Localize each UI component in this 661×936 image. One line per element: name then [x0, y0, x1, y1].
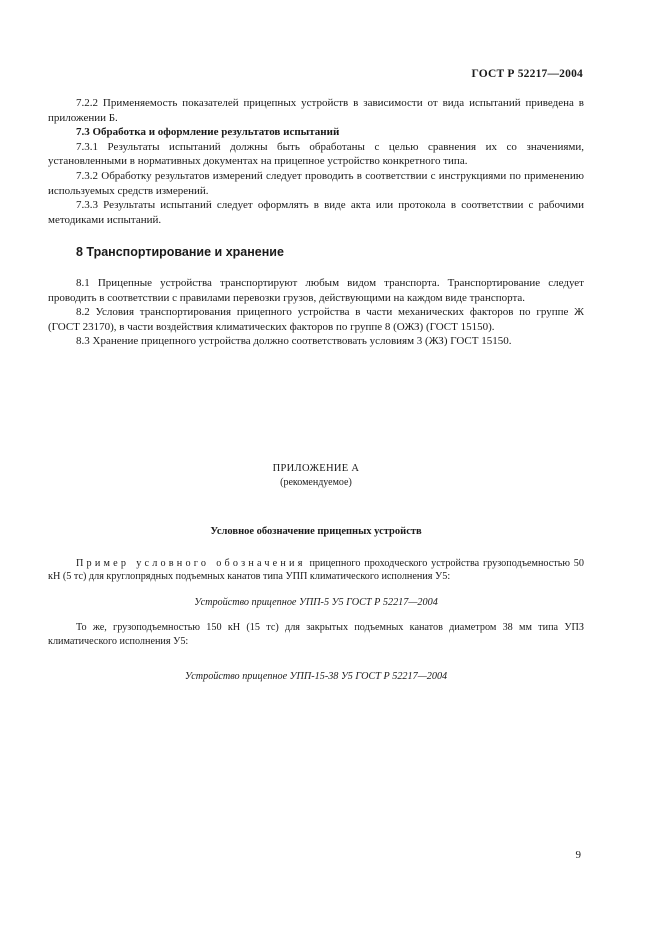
example-paragraph [48, 557, 584, 584]
page-number: 9 [575, 849, 581, 861]
section-8-heading: 8 Транспортирование и хранение [76, 245, 284, 260]
annex-a [48, 462, 584, 696]
paragraph-8-1: 8.1 Прицепные устройства транспортируют любым видом транспорта. Транспортирование следует проводить в соответствии с правилами перевозки грузов, действующими на каждом виде транспорта. [48, 276, 584, 304]
example-label: Пример условного обозначения [76, 557, 306, 569]
paragraph-7-3-3: 7.3.3 Результаты испытаний следует оформлять в виде акта или протокола в соответствии с рабочими методиками испытаний. [48, 199, 584, 226]
annex-status: (рекомендуемое) [280, 476, 352, 488]
main-text [48, 96, 584, 349]
paragraph-7-2-2: 7.2.2 Применяемость показателей прицепных устройств в зависимости от вида испытаний приведена в приложении Б. [48, 97, 584, 124]
paragraph-7-3-1: 7.3.1 Результаты испытаний должны быть обработаны с целью сравнения их со значениями, установленными в нормативных документах на прицепное устройство конкретного типа. [48, 140, 584, 168]
example-text: прицепного проходческого устройства грузоподъемностью 50 кН (5 тс) для круглопрядных подъемных канатов типа УПП климатического исполнения У5: [48, 557, 584, 583]
subheading-7-3: 7.3 Обработка и оформление результатов испытаний [76, 126, 340, 139]
example-paragraph-2: То же, грузоподъемностью 150 кН (15 тс) для закрытых подъемных канатов диаметром 38 мм типа УПЗ климатического исполнения У5: [48, 622, 584, 647]
annex-heading: Условное обозначение прицепных устройств [210, 526, 422, 538]
paragraph-8-3: 8.3 Хранение прицепного устройства должно соответствовать условиям 3 (ЖЗ) ГОСТ 15150. [76, 335, 512, 348]
paragraph-7-3-2: 7.3.2 Обработку результатов измерений следует проводить в соответствии с инструкциями по применению используемых средств измерений. [48, 169, 584, 197]
document-code-header: ГОСТ Р 52217—2004 [471, 68, 583, 80]
designation-example-2: Устройство прицепное УПП-15-38 У5 ГОСТ Р 52217—2004 [184, 671, 448, 682]
paragraph-8-2: 8.2 Условия транспортирования прицепного устройства в части механических факторов по группе Ж (ГОСТ 23170), в части воздействия климатических факторов по группе 8 (ОЖЗ) (ГОСТ 15150). [48, 306, 584, 333]
annex-title: ПРИЛОЖЕНИЕ А [272, 463, 360, 474]
designation-example-1: Устройство прицепное УПП-5 У5 ГОСТ Р 52217—2004 [194, 596, 438, 608]
